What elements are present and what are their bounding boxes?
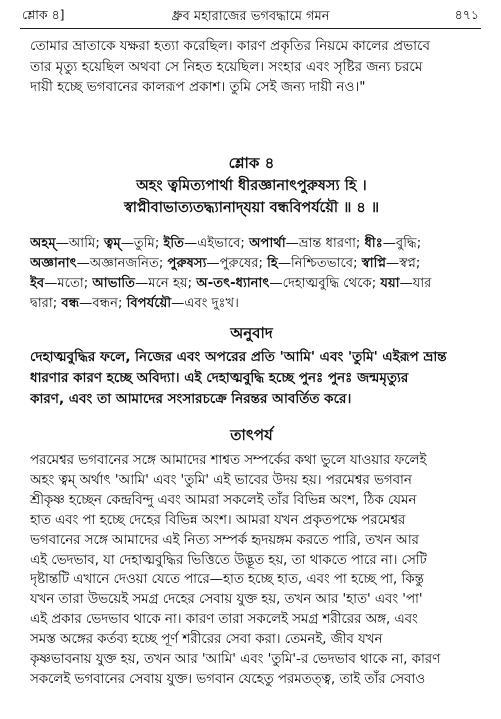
synonym-meaning: —এইভাবে; <box>184 236 250 251</box>
purport-line: কৃষ্ণভাবনায় যুক্ত হয়, তখন আর 'আমি' এবং 'তুমি'-র ভেদভাব থাকে না, কারণ <box>30 652 441 668</box>
intro-line: তার মৃত্যু হয়েছিল অথবা সে নিহত হয়েছিল। সংহার এবং সৃষ্টির জন্য চরমে <box>30 58 423 75</box>
translation-text <box>30 347 473 410</box>
synonym-meaning: —বুদ্ধি; <box>382 236 422 251</box>
intro-line: তোমার ভ্রাতাকে যক্ষরা হত্যা করেছিল। কারণ প্রকৃতির নিয়মে কালের প্রভাবে <box>30 38 430 54</box>
translation-heading: অনুবাদ <box>230 324 273 342</box>
purport-line: সমস্ত অঙ্গের কর্তব্য হচ্ছে পূর্ণ শরীরের সেবা করা। তেমনই, জীব যখন <box>30 632 383 648</box>
purport-text <box>30 451 473 690</box>
synonym-term: বিপর্যয়ৌ <box>126 296 172 311</box>
synonym-meaning: —নিশ্চিতভাবে; <box>277 256 362 271</box>
synonym-term: আভাতি <box>92 276 136 291</box>
synonym-meaning: —ভ্রান্ত ধারণা; <box>285 236 365 251</box>
synonym-term: অ-তৎ-ধ্যানাৎ <box>196 276 270 291</box>
purport-line: এই প্রকার ভেদভাব থাকে না। কারণ তারা সকলেই সমগ্র শরীরের অঙ্গ, এবং <box>30 612 418 628</box>
verse-line: স্বাপ্নীবাভাত্যতদ্ধ্যানাদ্‌যয়া বন্ধবিপর্যয়ৌ ॥ ৪ ॥ <box>123 200 380 216</box>
synonym-meaning: —মনে হয়; <box>135 276 197 291</box>
synonym-term: ইতি <box>163 236 185 251</box>
synonym-meaning: —মতো; <box>44 276 93 291</box>
synonym-meaning: —আমি; <box>55 236 104 251</box>
purport-line: দৃষ্টান্তটি এখানে দেওয়া যেতে পারে—হাত হচ্ছে হাত, এবং পা হচ্ছে পা, কিন্তু <box>30 572 424 588</box>
purport-heading: তাৎপর্য <box>230 426 273 444</box>
translation-line: দেহাত্মবুদ্ধির ফলে, নিজের এবং অপরের প্রতি 'আমি' এবং 'তুমি' এইরূপ ভ্রান্ত <box>30 349 447 365</box>
verse-line: অহং ত্বমিত্যপার্থা ধীরজ্ঞানাৎপুরুষস্য হি । <box>136 178 367 194</box>
synonym-term: অহম্ <box>30 236 56 251</box>
synonym-line <box>30 254 473 274</box>
synonym-meaning: —তুমি; <box>120 236 164 251</box>
purport-line: পরমেশ্বর ভগবানের সঙ্গে আমাদের শাশ্বত সম্পর্কের কথা ভুলে যাওয়ার ফলেই <box>30 453 427 468</box>
synonym-term: পুরুষস্য <box>167 256 207 271</box>
synonym-term: ত্বম্ <box>104 236 121 251</box>
synonym-line <box>30 294 473 314</box>
synonym-line <box>30 274 473 294</box>
synonym-term: হি <box>267 256 278 271</box>
purport-line: এই ভেদভাব, যা দেহাত্মবুদ্ধির ভিত্তিতে উদ্ভূত হয়, তা থাকতে পারে না। সেটি <box>30 552 427 568</box>
synonym-meaning: —এবং দুঃখ। <box>171 296 239 311</box>
synonym-term: বন্ধ <box>61 296 80 311</box>
synonym-meaning: —পুরুষের; <box>206 256 268 271</box>
verse-text <box>30 175 473 219</box>
synonym-term: ইব <box>30 276 45 291</box>
verse-heading: শ্লোক ৪ <box>228 154 275 172</box>
synonym-meaning: —বন্ধন; <box>79 296 127 311</box>
synonym-meaning: —দেহাত্মবুদ্ধি থেকে; <box>269 276 381 291</box>
synonym-meaning: —স্বপ্ন; <box>386 256 421 271</box>
synonym-meaning: —অজ্ঞানজনিত; <box>76 256 168 271</box>
header-divider <box>20 28 481 29</box>
purport-line: হাত এবং পা হচ্ছে দেহের বিভিন্ন অংশ। আমরা যখন প্রকৃতপক্ষে পরমেশ্বর <box>30 512 406 528</box>
intro-line: দায়ী হচ্ছে ভগবানের কালরূপ প্রকাশ। তুমি সেই জন্য দায়ী নও।" <box>30 79 366 95</box>
synonym-term: অজ্ঞানাৎ <box>30 256 77 271</box>
header-chapter-title: ধ্রুব মহারাজের ভগবদ্ধামে গমন <box>171 8 330 24</box>
synonym-meaning: —যার <box>399 276 432 291</box>
synonym-term: ধীঃ <box>364 236 383 251</box>
intro-paragraph <box>30 36 473 98</box>
synonym-line <box>30 234 473 254</box>
synonym-term: অপার্থা <box>249 236 286 251</box>
synonym-term: যয়া <box>380 276 400 291</box>
synonym-meaning: দ্বারা; <box>30 296 62 311</box>
translation-line: ধারণার কারণ হচ্ছে অবিদ্যা। এই দেহাত্মবুদ্ধি হচ্ছে পুনঃ পুনঃ জন্মমৃত্যুর <box>30 370 409 386</box>
synonym-term: স্বাপ্নি <box>361 256 387 271</box>
purport-line: শ্রীকৃষ্ণ হচ্ছেন কেন্দ্রবিন্দু এবং আমরা সকলেই তাঁর বিভিন্ন অংশ, ঠিক যেমন <box>30 492 417 508</box>
page-number: ৪৭১ <box>454 7 479 22</box>
header-verse-ref: শ্লোক ৪] <box>22 7 65 22</box>
purport-line: যখন তারা উভয়েই সমগ্র দেহের সেবায় যুক্ত হয়, তখন আর 'হাত' এবং 'পা' <box>30 592 423 608</box>
purport-line: সকলেই ভগবানের সেবায় যুক্ত। ভগবান যেহেতু পরমতত্ত্ব, তাই তাঁর সেবাও <box>30 671 426 687</box>
running-header <box>22 6 479 28</box>
translation-line: কারণ, এবং তা আমাদের সংসারচক্রে নিরন্তর আবর্তিত করে। <box>30 391 352 407</box>
purport-line: ভগবানের সঙ্গে আমাদের এই নিত্য সম্পর্ক হৃদয়ঙ্গম করতে পারি, তখন আর <box>30 532 419 548</box>
purport-line: অহং ত্বম্ অর্থাৎ 'আমি' এবং 'তুমি' এই ভাবের উদয় হয়। পরমেশ্বর ভগবান <box>30 472 412 488</box>
word-for-word-synonyms <box>30 234 473 314</box>
